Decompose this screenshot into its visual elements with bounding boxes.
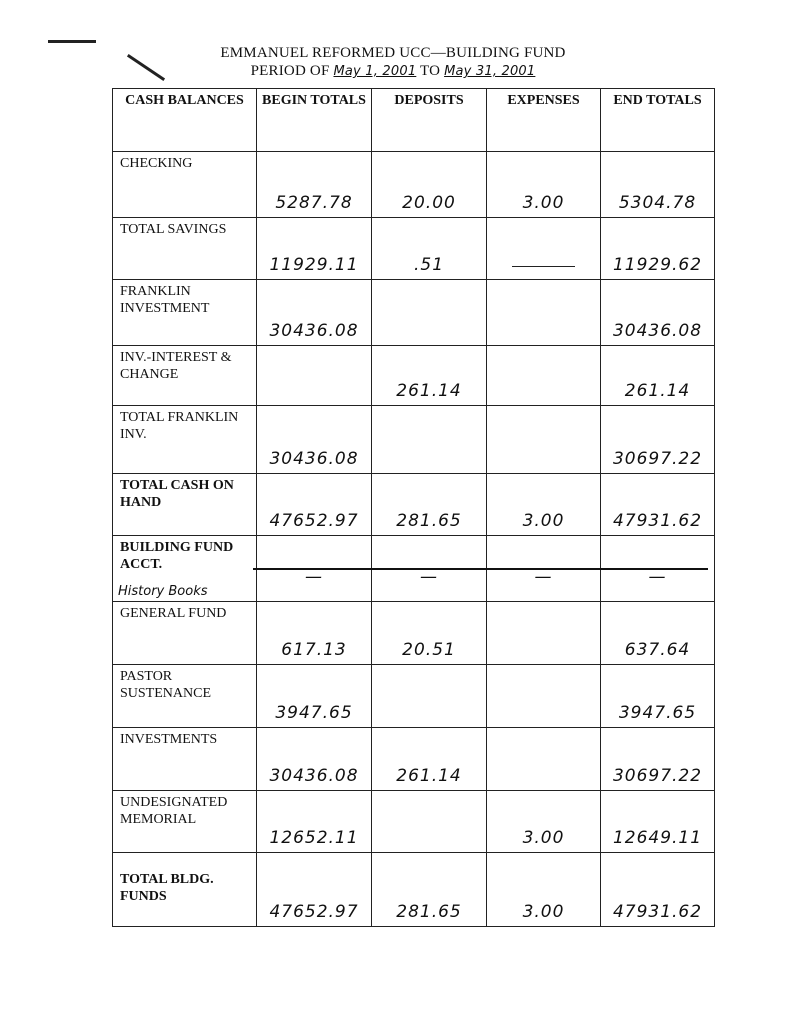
table-row [113, 280, 715, 346]
expenses-value: 3.00 [522, 511, 565, 531]
table-row [113, 665, 715, 728]
ledger-title: EMMANUEL REFORMED UCC—BUILDING FUND [220, 45, 566, 61]
end-value: 5304.78 [618, 193, 697, 213]
row-label: INVESTMENTS [113, 728, 257, 791]
period-to: TO [419, 63, 441, 79]
begin-value: 5287.78 [275, 193, 353, 213]
deposits-value: 281.65 [396, 902, 462, 922]
begin-value: 47652.97 [269, 511, 359, 531]
deposits-value: 20.51 [402, 640, 456, 660]
building-fund-rule [253, 568, 708, 570]
end-value: 12649.11 [612, 828, 703, 848]
begin-value: 11929.11 [269, 255, 359, 275]
expenses-value: 3.00 [522, 828, 565, 848]
col-header-cash-balances: CASH BALANCES [113, 89, 257, 152]
col-header-begin-totals: BEGIN TOTALS [257, 89, 372, 152]
table-row [113, 853, 715, 927]
table-row [113, 474, 715, 536]
expenses-dash: — [534, 567, 553, 587]
table-row [113, 406, 715, 474]
history-books-label: History Books [118, 584, 208, 599]
end-value: 3947.65 [618, 703, 697, 723]
building-fund-label: BUILDING FUND ACCT. [120, 540, 234, 572]
table-row [113, 791, 715, 853]
deposits-dash: — [420, 567, 438, 587]
deposits-value: 261.14 [396, 766, 462, 786]
row-label: TOTAL SAVINGS [113, 218, 257, 280]
row-label: UNDESIGNATED MEMORIAL [113, 791, 257, 853]
begin-value: 617.13 [281, 640, 347, 660]
expenses-value: 3.00 [522, 193, 565, 213]
col-header-end-totals: END TOTALS [601, 89, 715, 152]
begin-value: 3947.65 [275, 703, 353, 723]
begin-value: 47652.97 [269, 902, 359, 922]
header-row [113, 89, 715, 152]
begin-dash: — [305, 567, 323, 587]
deposits-value: .51 [413, 255, 445, 275]
end-value: 30697.22 [612, 766, 703, 786]
end-value: 47931.62 [612, 511, 703, 531]
scan-mark-left [48, 40, 96, 43]
ledger-table [112, 88, 715, 927]
col-header-deposits: DEPOSITS [372, 89, 487, 152]
expenses-value: 3.00 [522, 902, 565, 922]
period-prefix: PERIOD OF [250, 63, 330, 79]
table-row [113, 218, 715, 280]
period-end: May 31, 2001 [444, 64, 536, 79]
begin-value: 30436.08 [269, 766, 359, 786]
end-dash: — [648, 567, 667, 587]
deposits-value: 20.00 [402, 193, 456, 213]
table-row [113, 152, 715, 218]
empty-dash [512, 266, 575, 267]
row-label: GENERAL FUND [113, 602, 257, 665]
end-value: 30436.08 [612, 321, 703, 341]
period-line [0, 62, 786, 81]
row-label: TOTAL FRANKLIN INV. [113, 406, 257, 474]
begin-value: 12652.11 [269, 828, 359, 848]
row-label: INV.-INTEREST & CHANGE [113, 346, 257, 406]
end-value: 261.14 [624, 381, 691, 401]
begin-value: 30436.08 [269, 449, 359, 469]
row-label: FRANKLIN INVESTMENT [113, 280, 257, 346]
table-row [113, 728, 715, 791]
row-label: PASTOR SUSTENANCE [113, 665, 257, 728]
col-header-expenses: EXPENSES [487, 89, 601, 152]
end-value: 47931.62 [612, 902, 703, 922]
table-row [113, 346, 715, 406]
table-row [113, 602, 715, 665]
row-label: CHECKING [113, 152, 257, 218]
begin-value: 30436.08 [269, 321, 359, 341]
end-value: 637.64 [624, 640, 691, 660]
end-value: 30697.22 [612, 449, 703, 469]
row-label: TOTAL BLDG. FUNDS [113, 853, 257, 927]
row-label: TOTAL CASH ON HAND [113, 474, 257, 536]
end-value: 11929.62 [612, 255, 703, 275]
deposits-value: 281.65 [396, 511, 462, 531]
period-start: May 1, 2001 [333, 64, 417, 79]
deposits-value: 261.14 [396, 381, 462, 401]
